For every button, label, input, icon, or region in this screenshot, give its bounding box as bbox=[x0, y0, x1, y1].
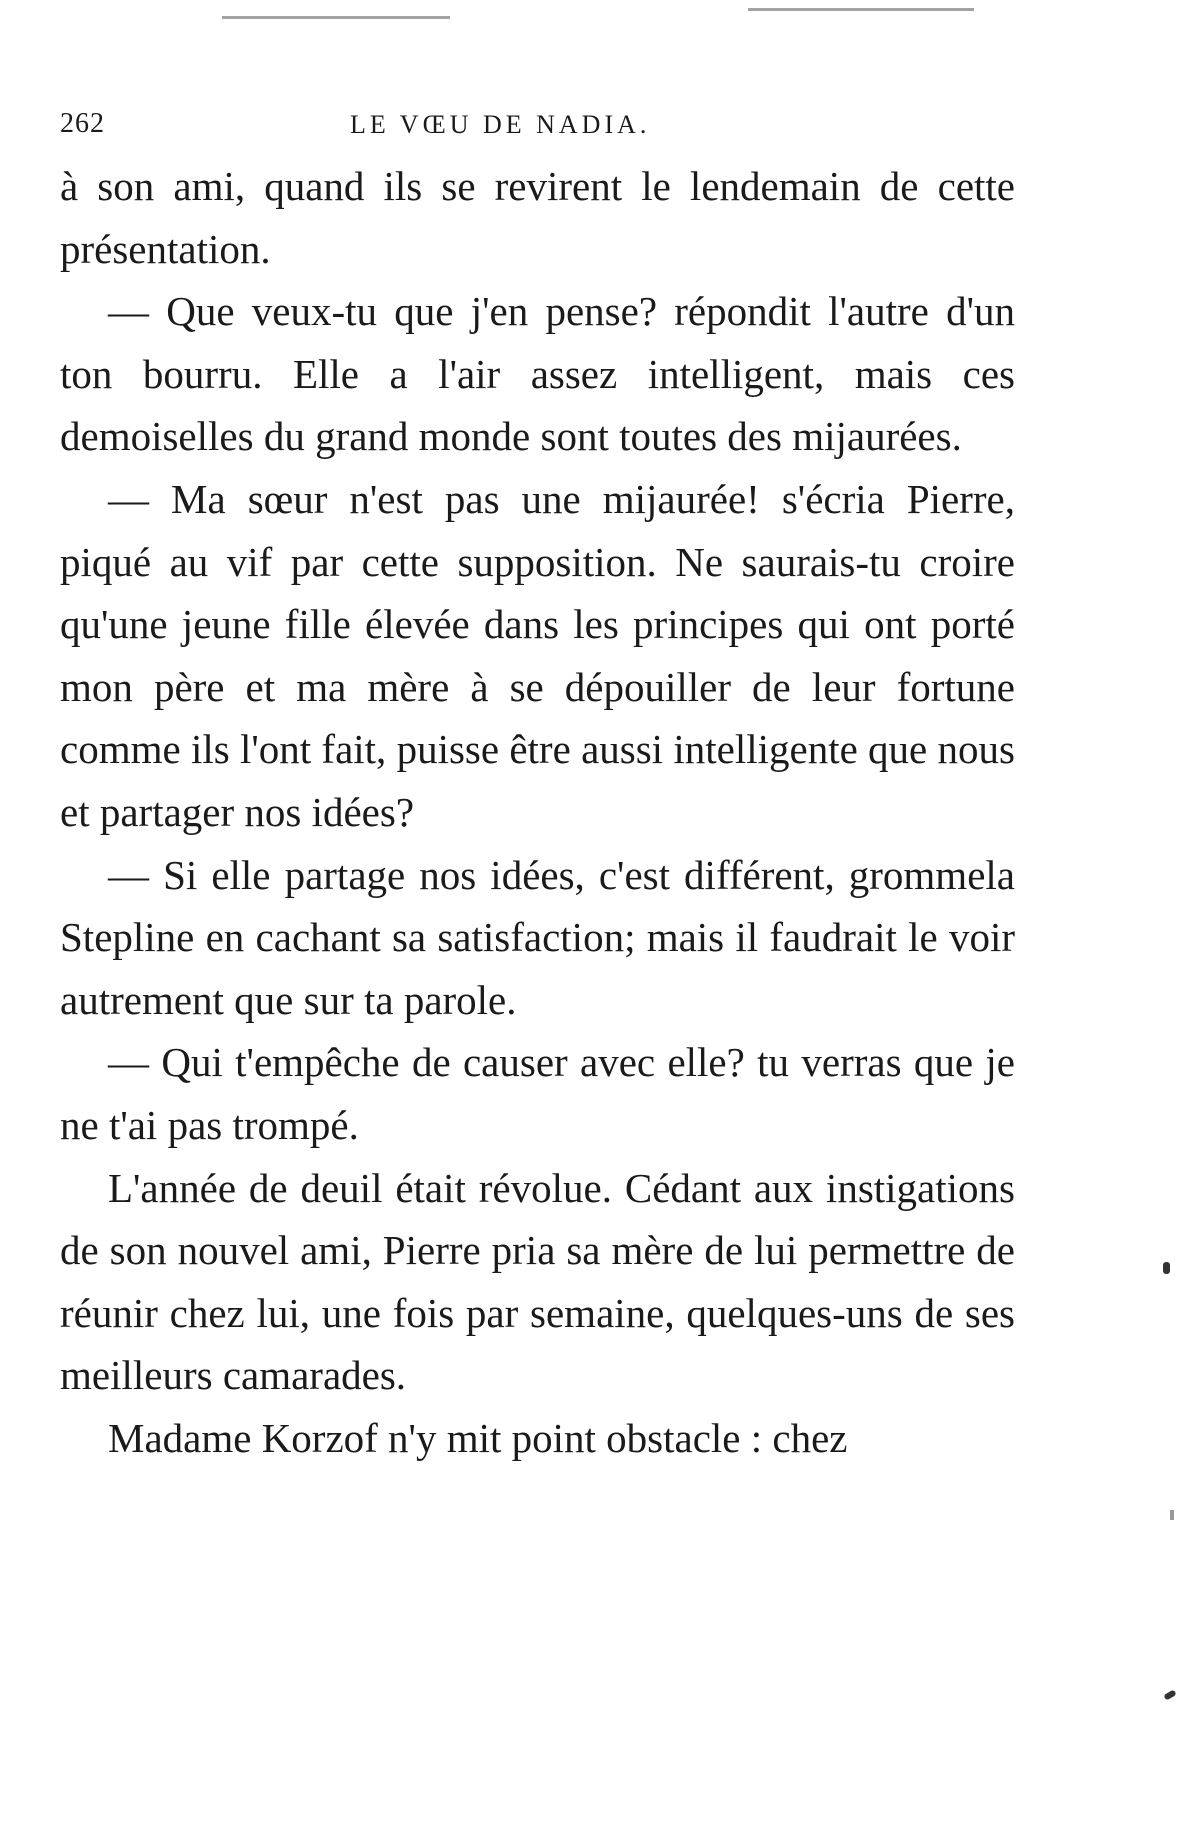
paragraph: L'année de deuil était révolue. Cédant aux instigations de son nouvel ami, Pierre pria sa mère de lui permettre de réunir chez lui, une fois par semaine, quelques-uns de ses meilleurs camarades. bbox=[60, 1164, 1015, 1399]
running-title: LE VŒU DE NADIA. bbox=[350, 110, 651, 139]
scan-artifact bbox=[222, 16, 450, 19]
paragraph: — Ma sœur n'est pas une mijaurée! s'écria Pierre, piqué au vif par cette supposition. Ne saurais-tu croire qu'une jeune fille élevée dans les principes qui ont porté mon père et ma mère à se dépouiller de leur fortune comme ils l'ont fait, puisse être aussi intelligente que nous et partager nos idées? bbox=[60, 475, 1015, 835]
scan-artifact bbox=[748, 8, 974, 11]
paragraph: Madame Korzof n'y mit point obstacle : chez bbox=[108, 1414, 848, 1461]
margin-mark bbox=[1163, 1689, 1176, 1700]
margin-mark bbox=[1163, 1262, 1170, 1274]
paragraph: — Si elle partage nos idées, c'est différent, grommela Stepline en cachant sa satisfaction; mais il faudrait le voir autrement que sur ta parole. bbox=[60, 851, 1015, 1023]
page-number: 262 bbox=[60, 108, 105, 139]
body-text bbox=[60, 155, 1015, 1469]
page-header bbox=[60, 108, 1015, 148]
paragraph: — Qui t'empêche de causer avec elle? tu verras que je ne t'ai pas trompé. bbox=[60, 1039, 1015, 1148]
paragraph: à son ami, quand ils se revirent le lendemain de cette présentation. bbox=[60, 163, 1015, 272]
margin-mark bbox=[1170, 1510, 1174, 1520]
paragraph: — Que veux-tu que j'en pense? répondit l'autre d'un ton bourru. Elle a l'air assez intelligent, mais ces demoiselles du grand monde sont toutes des mijaurées. bbox=[60, 288, 1015, 460]
